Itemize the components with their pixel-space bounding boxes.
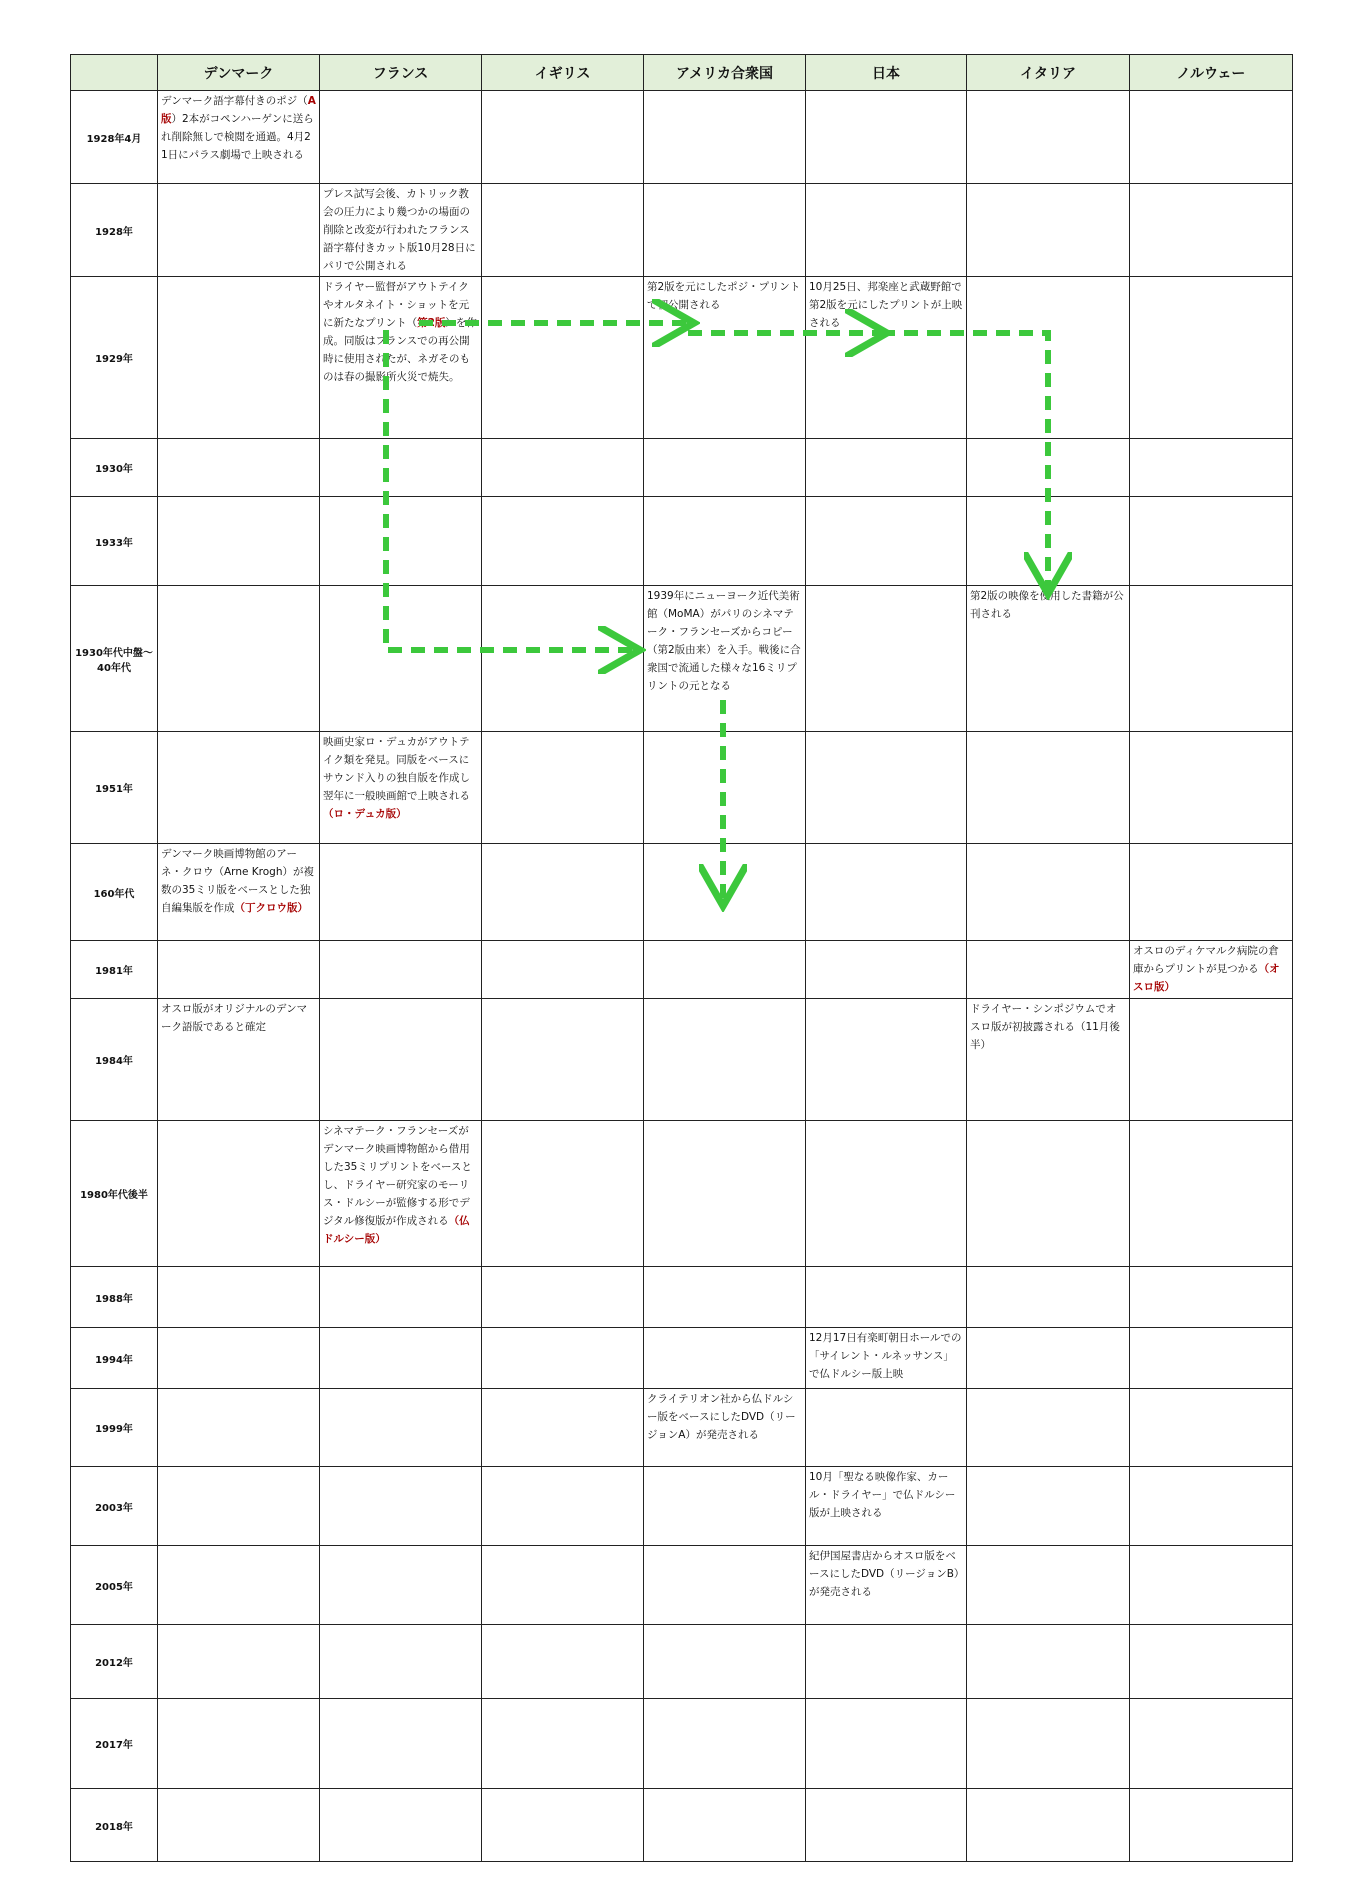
cell-denmark (158, 439, 320, 497)
cell-france (320, 1267, 482, 1328)
timeline-row (71, 1121, 1293, 1267)
col-header-france: フランス (320, 55, 482, 91)
cell-japan (806, 732, 967, 844)
cell-denmark (158, 184, 320, 277)
cell-usa (644, 732, 806, 844)
cell-norway (1130, 732, 1293, 844)
cell-france (320, 844, 482, 941)
event-text: ）2本がコペンハーゲンに送られ削除無しで検閲を通過。4月21日にパラス劇場で上映される (161, 113, 314, 161)
event-text: プレス試写会後、カトリック教会の圧力により幾つかの場面の削除と改変が行われたフランス語字幕付きカット版10月28日にパリで公開される (323, 188, 476, 272)
year-label: 1933年 (71, 497, 158, 586)
cell-denmark (158, 1328, 320, 1389)
cell-japan (806, 1328, 967, 1389)
cell-denmark (158, 277, 320, 439)
cell-italy (967, 184, 1130, 277)
cell-italy (967, 586, 1130, 732)
cell-uk (482, 1467, 644, 1546)
cell-uk (482, 1789, 644, 1862)
cell-usa (644, 439, 806, 497)
timeline-row (71, 1389, 1293, 1467)
cell-japan (806, 1789, 967, 1862)
cell-denmark (158, 999, 320, 1121)
col-header-japan: 日本 (806, 55, 967, 91)
cell-italy (967, 941, 1130, 999)
cell-uk (482, 277, 644, 439)
event-text: 映画史家ロ・デュカがアウトテイク類を発見。同版をベースにサウンド入りの独自版を作成し翌年に一般映画館で上映される (323, 736, 470, 802)
cell-denmark (158, 1625, 320, 1699)
event-text: 12月17日有楽町朝日ホールでの「サイレント・ルネッサンス」で仏ドルシー版上映 (809, 1332, 962, 1380)
cell-norway (1130, 91, 1293, 184)
cell-france (320, 439, 482, 497)
cell-italy (967, 1328, 1130, 1389)
event-text: デンマーク語字幕付きのポジ（ (161, 95, 308, 107)
event-text: ドライヤー・シンポジウムでオスロ版が初披露される（11月後半） (970, 1003, 1120, 1051)
cell-france (320, 1625, 482, 1699)
header-row (71, 55, 1293, 91)
cell-france (320, 184, 482, 277)
cell-usa (644, 1699, 806, 1789)
cell-denmark (158, 91, 320, 184)
cell-norway (1130, 277, 1293, 439)
cell-uk (482, 941, 644, 999)
cell-usa (644, 999, 806, 1121)
cell-italy (967, 1789, 1130, 1862)
cell-italy (967, 732, 1130, 844)
year-label: 2018年 (71, 1789, 158, 1862)
cell-italy (967, 277, 1130, 439)
timeline-row (71, 91, 1293, 184)
version-label: （オスロ版） (1133, 963, 1280, 993)
timeline-body (71, 91, 1293, 1862)
col-header-uk: イギリス (482, 55, 644, 91)
cell-france (320, 586, 482, 732)
cell-italy (967, 999, 1130, 1121)
cell-norway (1130, 1789, 1293, 1862)
year-label: 1988年 (71, 1267, 158, 1328)
cell-japan (806, 91, 967, 184)
cell-uk (482, 1328, 644, 1389)
cell-denmark (158, 1789, 320, 1862)
event-text: クライテリオン社から仏ドルシー版をベースにしたDVD（リージョンA）が発売される (647, 1393, 796, 1441)
cell-japan (806, 1389, 967, 1467)
cell-japan (806, 1121, 967, 1267)
cell-denmark (158, 1467, 320, 1546)
cell-denmark (158, 1267, 320, 1328)
event-text: 10月「聖なる映像作家、カール・ドライヤー」で仏ドルシー版が上映される (809, 1471, 956, 1519)
timeline-row (71, 1467, 1293, 1546)
cell-italy (967, 1121, 1130, 1267)
cell-usa (644, 1328, 806, 1389)
cell-denmark (158, 497, 320, 586)
cell-usa (644, 497, 806, 586)
cell-usa (644, 586, 806, 732)
year-label: 160年代 (71, 844, 158, 941)
year-label: 1994年 (71, 1328, 158, 1389)
year-label: 1980年代後半 (71, 1121, 158, 1267)
year-label: 1981年 (71, 941, 158, 999)
timeline-row (71, 999, 1293, 1121)
cell-france (320, 1546, 482, 1625)
version-label: （仏ドルシー版） (323, 1215, 470, 1245)
cell-italy (967, 1546, 1130, 1625)
timeline-row (71, 439, 1293, 497)
cell-france (320, 941, 482, 999)
cell-japan (806, 184, 967, 277)
cell-italy (967, 1467, 1130, 1546)
cell-uk (482, 184, 644, 277)
cell-usa (644, 91, 806, 184)
cell-norway (1130, 497, 1293, 586)
cell-italy (967, 1267, 1130, 1328)
year-label: 1929年 (71, 277, 158, 439)
event-text: 10月25日、邦楽座と武蔵野館で第2版を元にしたプリントが上映される (809, 281, 963, 329)
cell-uk (482, 844, 644, 941)
cell-japan (806, 1546, 967, 1625)
cell-denmark (158, 586, 320, 732)
year-label: 1930年 (71, 439, 158, 497)
cell-france (320, 1789, 482, 1862)
cell-france (320, 1121, 482, 1267)
cell-norway (1130, 941, 1293, 999)
cell-japan (806, 844, 967, 941)
cell-italy (967, 1625, 1130, 1699)
cell-france (320, 497, 482, 586)
year-label: 2003年 (71, 1467, 158, 1546)
timeline-row (71, 277, 1293, 439)
version-label: （ロ・デュカ版） (323, 808, 407, 820)
year-label: 1984年 (71, 999, 158, 1121)
cell-italy (967, 497, 1130, 586)
cell-usa (644, 1625, 806, 1699)
cell-uk (482, 1699, 644, 1789)
corner-header (71, 55, 158, 91)
cell-france (320, 91, 482, 184)
cell-norway (1130, 1625, 1293, 1699)
event-text: 第2版を元にしたポジ・プリントで初公開される (647, 281, 801, 311)
timeline-row (71, 1267, 1293, 1328)
cell-france (320, 1467, 482, 1546)
cell-italy (967, 439, 1130, 497)
cell-france (320, 1389, 482, 1467)
col-header-italy: イタリア (967, 55, 1130, 91)
cell-japan (806, 1267, 967, 1328)
cell-usa (644, 184, 806, 277)
year-label: 2012年 (71, 1625, 158, 1699)
cell-norway (1130, 1121, 1293, 1267)
cell-usa (644, 1789, 806, 1862)
cell-france (320, 277, 482, 439)
cell-italy (967, 1389, 1130, 1467)
cell-norway (1130, 1328, 1293, 1389)
event-text: 第2版の映像を使用した書籍が公刊される (970, 590, 1124, 620)
version-label: （丁クロウ版） (234, 902, 308, 914)
cell-france (320, 732, 482, 844)
event-text: ）を作成。同版はフランスでの再公開時に使用されたが、ネガそのものは春の撮影所火災で焼失。 (323, 317, 477, 383)
cell-japan (806, 1699, 967, 1789)
cell-uk (482, 91, 644, 184)
cell-denmark (158, 1699, 320, 1789)
timeline-row (71, 1699, 1293, 1789)
year-label: 1928年4月 (71, 91, 158, 184)
cell-norway (1130, 1267, 1293, 1328)
timeline-row (71, 732, 1293, 844)
cell-italy (967, 844, 1130, 941)
cell-denmark (158, 1121, 320, 1267)
cell-uk (482, 439, 644, 497)
cell-usa (644, 1546, 806, 1625)
cell-denmark (158, 941, 320, 999)
event-text: デンマーク映画博物館のアーネ・クロウ（Arne Krogh）が複数の35ミリ版をベースとした独自編集版を作成 (161, 848, 314, 914)
timeline-row (71, 586, 1293, 732)
year-label: 2005年 (71, 1546, 158, 1625)
cell-japan (806, 586, 967, 732)
cell-japan (806, 1625, 967, 1699)
event-text: シネマテーク・フランセーズがデンマーク映画博物館から借用した35ミリプリントをベースとし、ドライヤー研究家のモーリス・ドルシーが監修する形でデジタル修復版が作成される (323, 1125, 472, 1227)
cell-japan (806, 497, 967, 586)
timeline-row (71, 497, 1293, 586)
timeline-row (71, 184, 1293, 277)
cell-uk (482, 1389, 644, 1467)
cell-norway (1130, 999, 1293, 1121)
cell-usa (644, 1389, 806, 1467)
timeline-row (71, 1328, 1293, 1389)
cell-japan (806, 439, 967, 497)
cell-usa (644, 844, 806, 941)
cell-uk (482, 1267, 644, 1328)
year-label: 1999年 (71, 1389, 158, 1467)
col-header-usa: アメリカ合衆国 (644, 55, 806, 91)
year-label: 2017年 (71, 1699, 158, 1789)
cell-uk (482, 497, 644, 586)
col-header-norway: ノルウェー (1130, 55, 1293, 91)
cell-norway (1130, 439, 1293, 497)
cell-uk (482, 999, 644, 1121)
cell-usa (644, 1121, 806, 1267)
cell-uk (482, 1625, 644, 1699)
cell-denmark (158, 1546, 320, 1625)
version-label: A版 (161, 95, 316, 125)
cell-italy (967, 1699, 1130, 1789)
cell-uk (482, 1121, 644, 1267)
cell-usa (644, 941, 806, 999)
event-text: オスロのディケマルク病院の倉庫からプリントが見つかる (1133, 945, 1279, 975)
cell-denmark (158, 732, 320, 844)
timeline-table (70, 54, 1293, 1862)
year-label: 1928年 (71, 184, 158, 277)
timeline-row (71, 844, 1293, 941)
cell-norway (1130, 586, 1293, 732)
cell-japan (806, 1467, 967, 1546)
version-label: 第2版 (417, 317, 446, 329)
event-text: 1939年にニューヨーク近代美術館（MoMA）がパリのシネマテーク・フランセーズからコピー（第2版由来）を入手。戦後に合衆国で流通した様々な16ミリプリントの元となる (647, 590, 801, 692)
cell-france (320, 999, 482, 1121)
cell-norway (1130, 1699, 1293, 1789)
cell-norway (1130, 184, 1293, 277)
event-text: オスロ版がオリジナルのデンマーク語版であると確定 (161, 1003, 308, 1033)
cell-uk (482, 586, 644, 732)
cell-norway (1130, 1389, 1293, 1467)
cell-denmark (158, 844, 320, 941)
col-header-denmark: デンマーク (158, 55, 320, 91)
event-text: ドライヤー監督がアウトテイクやオルタネイト・ショットを元に新たなプリント（ (323, 281, 470, 329)
timeline-row (71, 1789, 1293, 1862)
timeline-sheet (70, 54, 1292, 1863)
cell-japan (806, 941, 967, 999)
cell-italy (967, 91, 1130, 184)
cell-norway (1130, 844, 1293, 941)
event-text: 紀伊国屋書店からオスロ版をベースにしたDVD（リージョンB）が発売される (809, 1550, 960, 1598)
timeline-row (71, 1625, 1293, 1699)
cell-norway (1130, 1467, 1293, 1546)
cell-norway (1130, 1546, 1293, 1625)
cell-france (320, 1699, 482, 1789)
timeline-row (71, 941, 1293, 999)
year-label: 1951年 (71, 732, 158, 844)
cell-france (320, 1328, 482, 1389)
year-label: 1930年代中盤～40年代 (71, 586, 158, 732)
cell-uk (482, 732, 644, 844)
cell-usa (644, 277, 806, 439)
cell-japan (806, 999, 967, 1121)
cell-uk (482, 1546, 644, 1625)
cell-usa (644, 1267, 806, 1328)
cell-denmark (158, 1389, 320, 1467)
timeline-row (71, 1546, 1293, 1625)
cell-japan (806, 277, 967, 439)
cell-usa (644, 1467, 806, 1546)
